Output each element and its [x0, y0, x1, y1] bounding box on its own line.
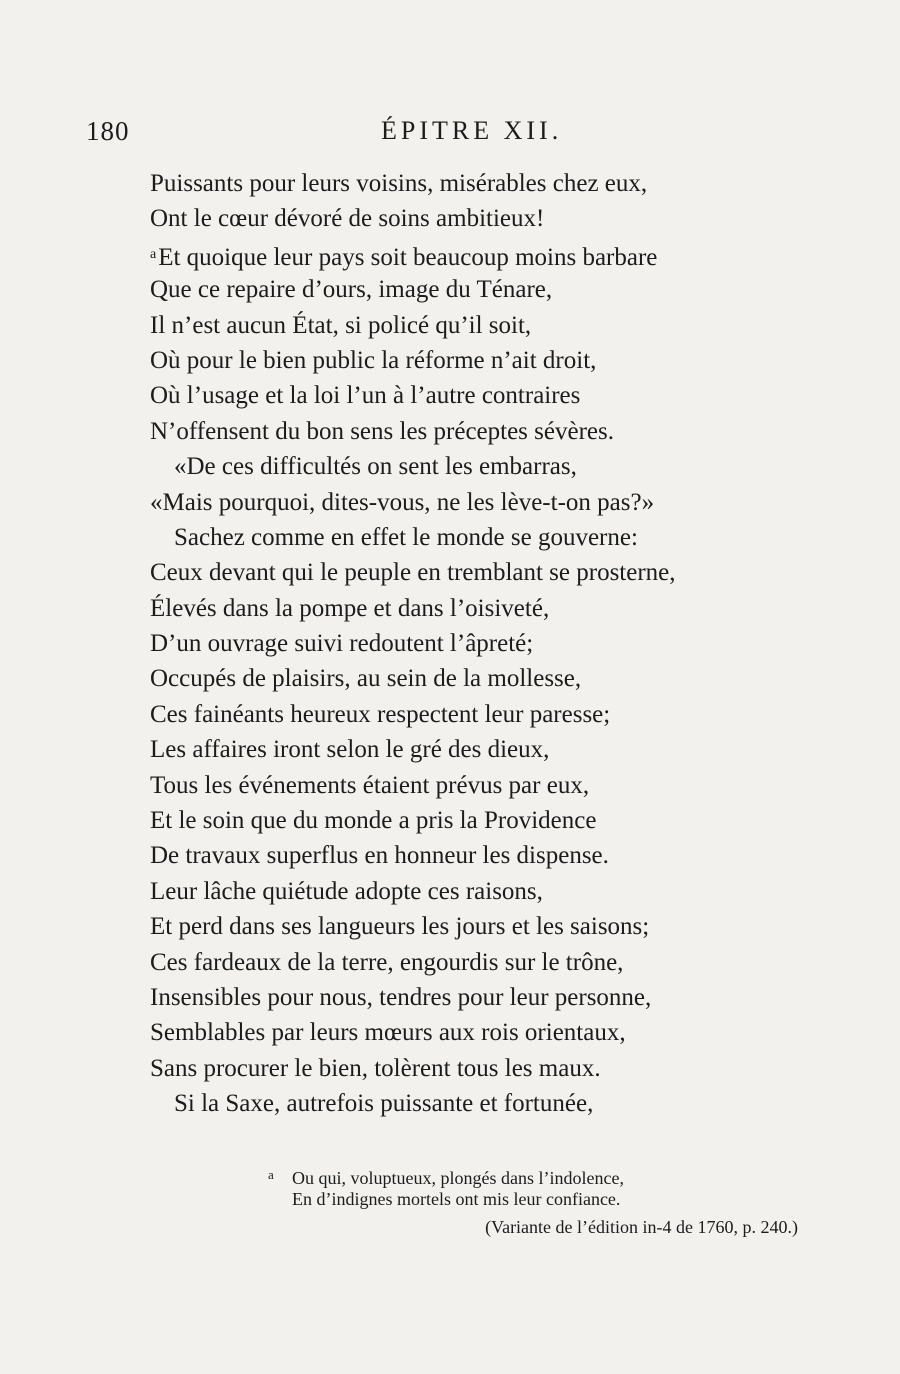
verse-line: «Mais pourquoi, dites-vous, ne les lève-t-on pas?» — [150, 488, 655, 516]
verse-line: Ceux devant qui le peuple en tremblant se prosterne, — [150, 559, 676, 587]
verse-line: Et le soin que du monde a pris la Providence — [150, 807, 597, 835]
verse-line-text: Et quoique leur pays soit beaucoup moins barbare — [158, 243, 658, 271]
verse-line: Sans procurer le bien, tolèrent tous les maux. — [150, 1054, 601, 1082]
footnote — [268, 1162, 828, 1240]
verse-line: Si la Saxe, autrefois puissante et fortunée, — [174, 1090, 594, 1118]
verse-line: Semblables par leurs mœurs aux rois orientaux, — [150, 1019, 626, 1047]
verse-line: Les affaires iront selon le gré des dieux, — [150, 736, 550, 764]
footnote-line: En d’indignes mortels ont mis leur confiance. — [292, 1189, 621, 1209]
verse-line: Ces fardeaux de la terre, engourdis sur le trône, — [150, 948, 624, 976]
verse-line: Leur lâche quiétude adopte ces raisons, — [150, 877, 543, 905]
verse-line: Ces fainéants heureux respectent leur paresse; — [150, 700, 611, 728]
footnote-text: Ou qui, voluptueux, plongés dans l’indolence, — [292, 1168, 624, 1188]
footnote-reference: a — [150, 246, 157, 262]
verse-line: «De ces difficultés on sent les embarras, — [174, 453, 577, 481]
page-header — [0, 116, 900, 156]
page-number: 180 — [86, 116, 130, 146]
verse-line: Insensibles pour nous, tendres pour leur personne, — [150, 983, 652, 1011]
footnote-line — [268, 1162, 828, 1187]
verse-line-with-note — [150, 237, 870, 272]
verse-line: Que ce repaire d’ours, image du Ténare, — [150, 276, 553, 304]
running-title: ÉPITRE XII. — [381, 116, 563, 145]
verse-line: Sachez comme en effet le monde se gouverne: — [174, 523, 638, 551]
verse-line: Il n’est aucun État, si policé qu’il soit, — [150, 311, 532, 339]
verse-line: N’offensent du bon sens les préceptes sévères. — [150, 417, 614, 445]
verse-line: Tous les événements étaient prévus par eux, — [150, 771, 590, 799]
verse-line: Ont le cœur dévoré de soins ambitieux! — [150, 205, 545, 233]
verse-line: Et perd dans ses langueurs les jours et les saisons; — [150, 913, 650, 941]
verse-line: Occupés de plaisirs, au sein de la mollesse, — [150, 665, 582, 693]
verse-line: D’un ouvrage suivi redoutent l’âpreté; — [150, 630, 534, 658]
verse-line: Puissants pour leurs voisins, misérables chez eux, — [150, 170, 648, 197]
verse-line: Où pour le bien public la réforme n’ait droit, — [150, 346, 597, 374]
footnote-source: (Variante de l’édition in-4 de 1760, p. 240.) — [485, 1217, 798, 1237]
poem-text — [150, 166, 870, 1122]
footnote-marker: a — [268, 1167, 274, 1182]
verse-line: De travaux superflus en honneur les dispense. — [150, 842, 609, 870]
verse-line: Élevés dans la pompe et dans l’oisiveté, — [150, 594, 550, 622]
verse-line: Où l’usage et la loi l’un à l’autre contraires — [150, 382, 581, 410]
